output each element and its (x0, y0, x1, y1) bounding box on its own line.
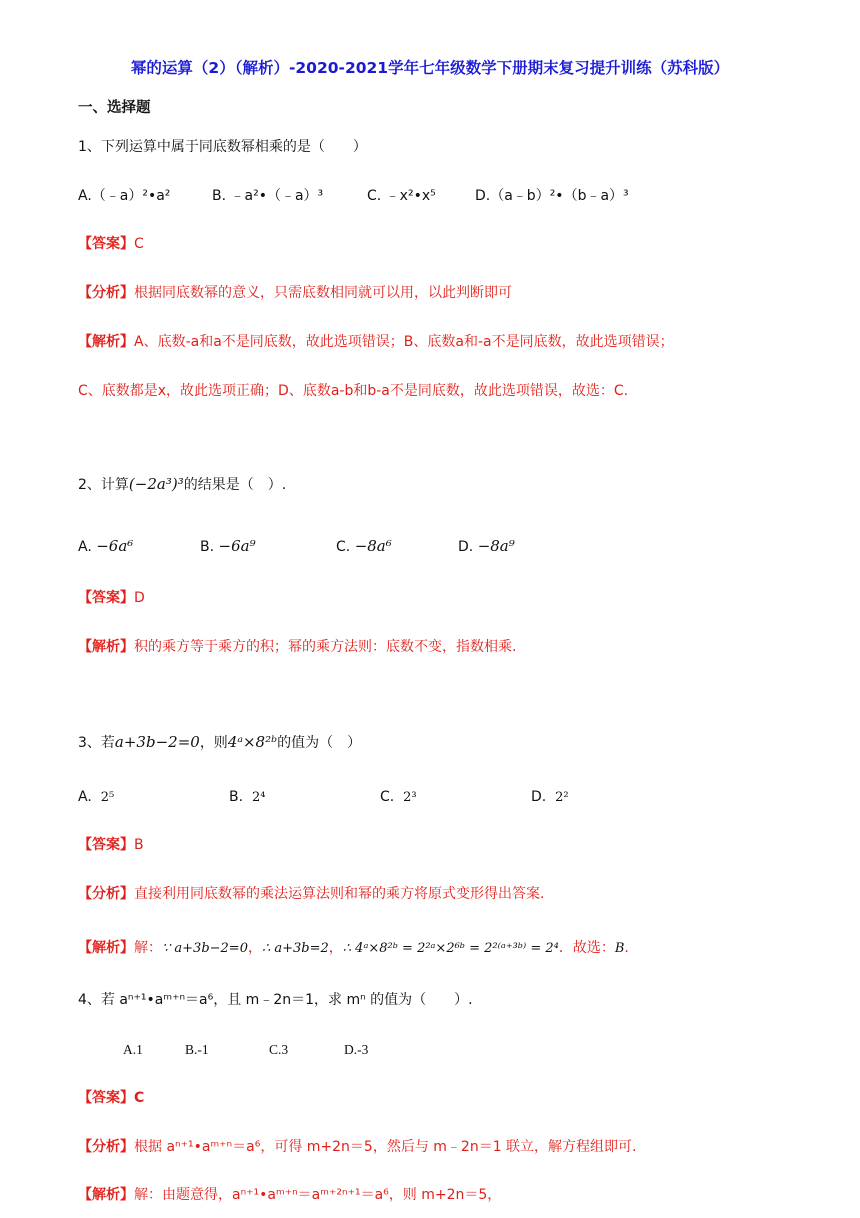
q3-answer (78, 835, 820, 855)
q3-analysis-text: 直接利用同底数幂的乘法运算法则和幂的乘方将原式变形得出答案. (134, 886, 545, 902)
q4-answer (78, 1088, 820, 1108)
q1-stem: 1、下列运算中属于同底数幂相乘的是（ ） (78, 139, 367, 155)
q3-solution-math-3: ∴ 4ᵃ×8²ᵇ = 2²ᵃ×2⁶ᵇ = 2²⁽ᵃ⁺³ᵇ⁾ = 2⁴ (342, 941, 559, 956)
q2-option-c (336, 536, 458, 557)
q2-option-a (78, 536, 200, 557)
document-title: 幂的运算（2）（解析）-2020-2021学年七年级数学下册期末复习提升训练（苏科版） (130, 59, 730, 77)
q3-solution-math-2: ∴ a+3b=2 (261, 941, 329, 956)
option-math: −6a⁶ (96, 537, 134, 555)
q4-solution (78, 1185, 820, 1205)
q3-solution-pre: 解： (134, 940, 162, 956)
q2-solution (78, 637, 820, 657)
q4-stem: 4、若 aⁿ⁺¹•aᵐ⁺ⁿ＝a⁶，且 m﹣2n＝1，求 mⁿ 的值为（ ）. (78, 992, 473, 1008)
option-label: B. (200, 539, 215, 555)
q2-stem (78, 474, 820, 495)
option-label: D. (458, 539, 474, 555)
q3-option-c (380, 787, 531, 808)
q3-solution-math-1: ∵ a+3b−2=0 (162, 941, 248, 956)
answer-tag: 【答案】 (78, 590, 134, 606)
solution-tag: 【解析】 (78, 334, 134, 350)
option-math: 2² (555, 790, 569, 805)
option-label: B. (229, 789, 244, 805)
analysis-tag: 【分析】 (78, 1139, 134, 1155)
q3-analysis (78, 884, 820, 904)
q3-stem (78, 732, 820, 753)
q2-stem-pre: 2、计算 (78, 477, 129, 493)
answer-tag: 【答案】 (78, 236, 134, 252)
q2-stem-post: 的结果是（ ）. (183, 477, 287, 493)
q2-answer-value: D (134, 590, 145, 606)
q1-analysis (78, 283, 820, 303)
q4-option-a: A.1 (123, 1042, 143, 1057)
q4-options (123, 1040, 820, 1060)
q4-option-c: C.3 (269, 1042, 289, 1057)
q1-option-d: D.（a﹣b）²•（b﹣a）³ (475, 188, 629, 204)
q1-analysis-text: 根据同底数幂的意义，只需底数相同就可以用，以此判断即可 (134, 285, 512, 301)
option-math: −8a⁶ (354, 537, 392, 555)
solution-tag: 【解析】 (78, 639, 134, 655)
section-heading: 一、选择题 (78, 100, 151, 116)
q4-answer-value: C (134, 1090, 145, 1106)
q3-option-b (229, 787, 380, 808)
q1-solution-text-1: A、底数-a和a不是同底数，故此选项错误；B、底数a和-a不是同底数，故此选项错误； (134, 334, 674, 350)
option-math: −6a⁹ (218, 537, 256, 555)
analysis-tag: 【分析】 (78, 886, 134, 902)
q1-options (78, 186, 820, 206)
q2-stem-math: (−2a³)³ (128, 475, 184, 493)
option-label: A. (78, 539, 92, 555)
q2-options (78, 536, 820, 557)
q3-answer-value: B (134, 837, 144, 853)
q3-option-a (78, 787, 229, 808)
option-label: A. (78, 789, 92, 805)
answer-tag: 【答案】 (78, 837, 134, 853)
q3-stem-mid: ，则 (199, 735, 228, 751)
q3-stem-math-1: a+3b−2=0 (114, 733, 200, 751)
q1-option-c: C. ﹣x²•x⁵ (367, 188, 436, 204)
q1-solution-line-1 (78, 332, 820, 352)
option-label: D. (531, 789, 547, 805)
q3-option-d (531, 787, 569, 808)
solution-tag: 【解析】 (78, 1187, 134, 1203)
answer-tag: 【答案】 (78, 1090, 134, 1106)
q4-analysis (78, 1137, 820, 1157)
q1-answer-value: C (134, 236, 144, 252)
q3-solution: 【解析】解：∵ a+3b−2=0，∴ a+3b=2，∴ 4ᵃ×8²ᵇ = 2²ᵃ×2⁶ᵇ = 2²⁽ᵃ⁺³ᵇ⁾ = 2⁴．故选：B. (78, 940, 629, 956)
q3-stem-post: 的值为（ ） (277, 735, 362, 751)
q1-answer (78, 234, 820, 254)
option-math: −8a⁹ (477, 537, 515, 555)
q1-solution-line-2: C、底数都是x，故此选项正确；D、底数a-b和b-a不是同底数，故此选项错误，故选：C. (78, 383, 629, 399)
q1-option-a: A.（﹣a）²•a² (78, 188, 171, 204)
option-math: 2³ (403, 790, 417, 805)
separator: ， (328, 940, 343, 956)
solution-tag: 【解析】 (78, 940, 134, 956)
option-math: 2⁴ (251, 790, 266, 805)
q3-stem-pre: 3、若 (78, 735, 115, 751)
option-label: C. (380, 789, 395, 805)
q3-solution-end: ．故选： (558, 940, 615, 956)
q1-option-b: B. ﹣a²•（﹣a）³ (212, 188, 324, 204)
q4-solution-text: 解：由题意得，aⁿ⁺¹•aᵐ⁺ⁿ＝aᵐ⁺²ⁿ⁺¹＝a⁶，则 m+2n＝5， (134, 1187, 502, 1203)
q2-solution-text: 积的乘方等于乘方的积；幂的乘方法则：底数不变，指数相乘. (134, 639, 517, 655)
q4-option-d: D.-3 (344, 1042, 369, 1057)
option-math: 2⁵ (100, 790, 115, 805)
q4-analysis-text: 根据 aⁿ⁺¹•aᵐ⁺ⁿ＝a⁶，可得 m+2n＝5，然后与 m﹣2n＝1 联立，解方程组即可. (134, 1139, 637, 1155)
q2-answer (78, 588, 820, 608)
analysis-tag: 【分析】 (78, 285, 134, 301)
q3-stem-math-2: 4ᵃ×8²ᵇ (227, 733, 278, 751)
q4-option-b: B.-1 (185, 1042, 209, 1057)
q3-solution-end-math: B (614, 941, 625, 956)
q2-option-d (458, 536, 515, 557)
q3-options (78, 787, 820, 808)
separator: ， (247, 940, 262, 956)
option-label: C. (336, 539, 351, 555)
q2-option-b (200, 536, 336, 557)
